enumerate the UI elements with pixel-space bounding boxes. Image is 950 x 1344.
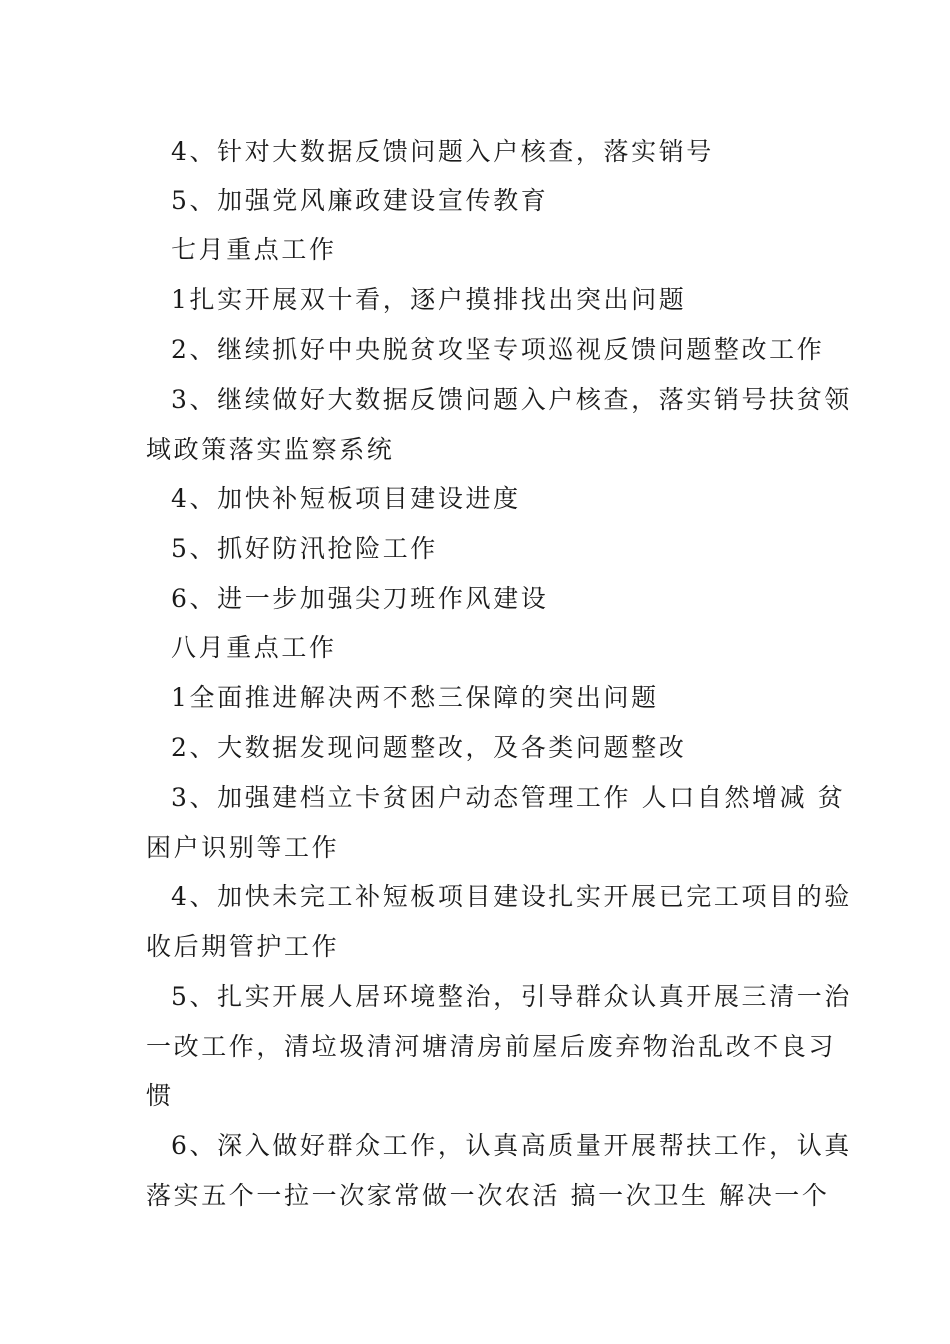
list-item-continuation: 收后期管护工作: [146, 932, 340, 961]
list-item: 3、继续做好大数据反馈问题入户核查，落实销号扶贫领: [171, 385, 852, 414]
list-item: 6、深入做好群众工作，认真高质量开展帮扶工作，认真: [171, 1131, 852, 1160]
list-item: 5、扎实开展人居环境整治，引导群众认真开展三清一治: [171, 982, 852, 1011]
list-item: 1扎实开展双十看，逐户摸排找出突出问题: [171, 285, 687, 314]
list-item: 2、继续抓好中央脱贫攻坚专项巡视反馈问题整改工作: [171, 335, 825, 364]
list-item: 4、加快补短板项目建设进度: [171, 484, 521, 513]
section-heading: 七月重点工作: [171, 235, 337, 264]
list-item-continuation: 域政策落实监察系统: [146, 435, 395, 464]
list-item-continuation: 困户识别等工作: [146, 833, 340, 862]
list-item: 3、加强建档立卡贫困户动态管理工作 人口自然增减 贫: [171, 783, 846, 812]
section-heading: 八月重点工作: [171, 633, 337, 662]
list-item: 4、加快未完工补短板项目建设扎实开展已完工项目的验: [171, 882, 852, 911]
list-item: 1全面推进解决两不愁三保障的突出问题: [171, 683, 659, 712]
list-item-continuation: 一改工作，清垃圾清河塘清房前屋后废弃物治乱改不良习: [146, 1032, 837, 1061]
list-item-continuation: 惯: [146, 1081, 174, 1110]
list-item: 2、大数据发现问题整改，及各类问题整改: [171, 733, 687, 762]
list-item-continuation: 落实五个一拉一次家常做一次农活 搞一次卫生 解决一个: [146, 1181, 830, 1210]
list-item: 5、抓好防汛抢险工作: [171, 534, 438, 563]
list-item: 6、进一步加强尖刀班作风建设: [171, 584, 549, 613]
list-item: 5、加强党风廉政建设宣传教育: [171, 186, 549, 215]
list-item: 4、针对大数据反馈问题入户核查，落实销号: [171, 137, 714, 166]
